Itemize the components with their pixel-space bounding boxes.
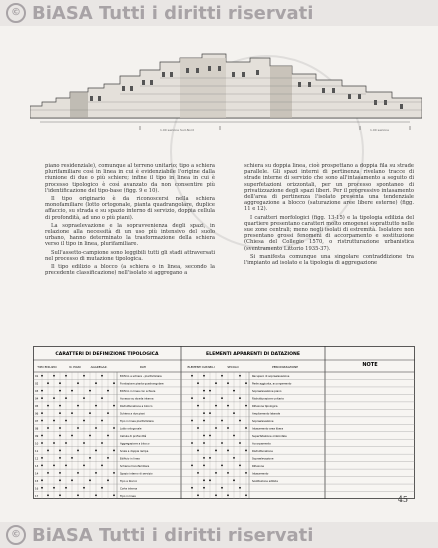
table-frame xyxy=(34,347,415,499)
table-row-period: Rifusione tipologica xyxy=(252,405,278,409)
table-mark xyxy=(47,405,49,407)
table-mark xyxy=(101,487,103,489)
table-mark xyxy=(113,494,115,496)
table-mark xyxy=(239,487,241,489)
table-mark xyxy=(83,442,85,444)
table-mark xyxy=(71,435,73,437)
table-mark xyxy=(221,487,223,489)
table-mark xyxy=(41,420,43,422)
table-mark xyxy=(227,450,229,452)
table-header-notes: NOTE xyxy=(362,362,378,368)
table-mark xyxy=(227,472,229,474)
table-mark xyxy=(113,382,115,384)
table-row-id: 05 xyxy=(35,405,39,409)
table-mark xyxy=(215,450,217,452)
table-row-id: 09 xyxy=(35,434,39,438)
table-mark xyxy=(95,450,97,452)
table-row-description: Edificio in linea con schiere xyxy=(120,390,156,394)
copyright-seal-icon: © xyxy=(6,525,26,545)
table-mark xyxy=(113,450,115,452)
table-mark xyxy=(203,487,205,489)
paragraph: piano residenziale), comunque al terreno unitario; tipo a schiera plurifamiliare così in linea in cui è evidenziabile l'origine dalla riunione di due o più schiere; infine il tipo in linea in cui è processo tipologico è così avanzato da non consentire più l'identificazione del tipo-base (figg. 9 e 10). xyxy=(45,163,215,194)
copyright-seal-icon: © xyxy=(6,3,26,23)
table-row-period: Intasamento area libera xyxy=(252,427,284,431)
table-mark xyxy=(47,472,49,474)
table-row-id: 04 xyxy=(35,397,39,401)
table-mark xyxy=(203,442,205,444)
table-mark xyxy=(197,405,199,407)
text-column-right xyxy=(244,163,414,268)
table-mark xyxy=(65,442,67,444)
table-mark xyxy=(209,390,211,392)
table-mark xyxy=(245,427,247,429)
table-mark xyxy=(59,390,61,392)
table-mark xyxy=(83,420,85,422)
table-row-id: 13 xyxy=(35,464,39,468)
table-subheader: AGGREGAZ. xyxy=(90,365,108,369)
table-row-description: Lotto ortogonale xyxy=(120,427,142,431)
typology-table xyxy=(33,346,415,499)
table-row-description: Accesso su strada interna xyxy=(120,397,154,401)
table-mark xyxy=(245,382,247,384)
table-row-period: Recupero di sopraelevazione xyxy=(252,375,290,379)
table-mark xyxy=(71,412,73,414)
paragraph: Il tipo originario è da riconoscersi nella schiera monofamiliare (lotto ortogonale, pianta quadrangolare, duplice affaccio, su strada e su spazio interno di servizio, doppia cellula di profondità, ad uno o più piani). xyxy=(45,196,215,221)
table-row-period: Sopraelevazione xyxy=(252,457,274,461)
table-row-description: Cellula di profondità xyxy=(120,434,147,438)
table-mark xyxy=(89,412,91,414)
table-mark xyxy=(227,382,229,384)
table-mark xyxy=(209,435,211,437)
table-mark xyxy=(59,405,61,407)
table-mark xyxy=(239,375,241,377)
table-mark xyxy=(191,397,193,399)
watermark-text: BiASA Tutti i diritti riservati xyxy=(32,2,314,24)
table-mark xyxy=(65,420,67,422)
table-mark xyxy=(41,479,43,481)
table-mark xyxy=(191,375,193,377)
table-mark xyxy=(191,464,193,466)
table-mark xyxy=(245,472,247,474)
table-mark xyxy=(77,382,79,384)
table-mark xyxy=(197,472,199,474)
table-mark xyxy=(89,435,91,437)
text-column-left xyxy=(45,163,215,278)
table-mark xyxy=(89,479,91,481)
table-mark xyxy=(77,405,79,407)
table-mark xyxy=(191,420,193,422)
table-row-description: Tipo in linea xyxy=(120,494,136,498)
table-row-id: 17 xyxy=(35,494,39,498)
table-row-period: Ristrutturazione xyxy=(252,449,273,453)
table-mark xyxy=(77,427,79,429)
table-mark xyxy=(233,435,235,437)
table-mark xyxy=(47,427,49,429)
table-mark xyxy=(227,405,229,407)
table-mark xyxy=(41,397,43,399)
table-mark xyxy=(41,442,43,444)
table-mark xyxy=(221,420,223,422)
watermark-banner-bottom xyxy=(0,522,438,548)
table-row-id: 15 xyxy=(35,479,39,483)
table-mark xyxy=(95,405,97,407)
table-mark xyxy=(197,494,199,496)
table-mark xyxy=(203,375,205,377)
table-mark xyxy=(41,375,43,377)
table-mark xyxy=(53,375,55,377)
table-mark xyxy=(197,450,199,452)
table-mark xyxy=(59,457,61,459)
table-mark xyxy=(227,494,229,496)
table-mark xyxy=(203,397,205,399)
watermark-text: BiASA Tutti i diritti riservati xyxy=(32,524,314,546)
paragraph: Il tipo edilizio a blocco (a schiera o in linea, secondo la precedente classificazione) nell'isolato si aggregano a xyxy=(45,264,215,277)
table-row-description: Corte interna xyxy=(120,487,138,491)
table-mark xyxy=(71,390,73,392)
table-subheader: PERIODIZZAZIONE xyxy=(272,365,298,369)
paragraph: Sull'assetto-campione sono leggibili tutti gli stadi attraversati nel processo di mutazione tipologica. xyxy=(45,249,215,262)
table-row-id: 14 xyxy=(35,472,39,476)
page-number: 45 xyxy=(397,495,408,504)
table-mark xyxy=(59,412,61,414)
table-mark xyxy=(41,457,43,459)
table-mark xyxy=(77,494,79,496)
table-mark xyxy=(239,397,241,399)
table-row-id: 08 xyxy=(35,427,39,431)
table-mark xyxy=(203,412,205,414)
table-row-description: Schiera monofamiliare xyxy=(120,464,150,468)
table-mark xyxy=(203,464,205,466)
table-mark xyxy=(89,390,91,392)
table-mark xyxy=(203,420,205,422)
table-mark xyxy=(59,472,61,474)
table-mark xyxy=(83,397,85,399)
paragraph: Si manifesta comunque una singolare contraddizione tra l'impianto ad isolato e la tipologia di aggregazione xyxy=(244,253,414,267)
table-mark xyxy=(107,390,109,392)
table-row-id: 12 xyxy=(35,457,39,461)
table-row-period: Accorpamento xyxy=(252,442,271,446)
table-mark xyxy=(101,375,103,377)
table-mark xyxy=(83,375,85,377)
table-mark xyxy=(65,464,67,466)
table-mark xyxy=(107,479,109,481)
table-mark xyxy=(209,412,211,414)
table-subheader: ELEMENTI DATABILI xyxy=(187,365,215,369)
table-mark xyxy=(233,412,235,414)
table-subheader: N. PIANI xyxy=(69,365,81,369)
table-row-description: Schiera a due piani xyxy=(120,412,145,416)
table-mark xyxy=(215,427,217,429)
table-mark xyxy=(233,390,235,392)
table-mark xyxy=(71,479,73,481)
table-row-id: 11 xyxy=(35,449,39,453)
architectural-section-drawing xyxy=(30,40,422,150)
table-row-period: Intasamento xyxy=(252,472,269,476)
table-subheader: SECOLO xyxy=(227,365,239,369)
table-mark xyxy=(239,464,241,466)
table-mark xyxy=(113,427,115,429)
table-row-id: 10 xyxy=(35,442,39,446)
table-row-description: Spazio interno di servizio xyxy=(120,472,153,476)
table-mark xyxy=(59,427,61,429)
paragraph: schiera su doppia linea, cioè prospettano a doppia fila su strade parallele. Gli spazi interni di pertinenza rivelano tracce di strade interne di servizio che sono all'intasamento a seguito di superfetazioni orizzontali, per un processo spontaneo di privatizzazione degli spazi liberi. Per il progressivo intasamento dell'area di pertinenza l'isolato presenta una tendenziale aggregazione a blocco (saturazione aree libere esterne) (figg. 11 e 12). xyxy=(244,163,414,213)
table-mark xyxy=(59,382,61,384)
table-mark xyxy=(227,427,229,429)
table-mark xyxy=(239,442,241,444)
table-mark xyxy=(203,457,205,459)
table-mark xyxy=(233,479,235,481)
table-mark xyxy=(215,472,217,474)
table-row-description: Scala a doppia rampa xyxy=(120,449,149,453)
table-row-period: Superfetazione orizzontale xyxy=(252,434,287,438)
table-mark xyxy=(203,390,205,392)
table-mark xyxy=(215,494,217,496)
table-mark xyxy=(95,494,97,496)
table-mark xyxy=(53,442,55,444)
table-mark xyxy=(95,427,97,429)
table-mark xyxy=(59,479,61,481)
table-mark xyxy=(107,412,109,414)
table-mark xyxy=(53,420,55,422)
table-mark xyxy=(53,487,55,489)
table-mark xyxy=(221,464,223,466)
table-mark xyxy=(101,464,103,466)
table-row-description: Ristrutturazione a blocco xyxy=(120,405,153,409)
table-mark xyxy=(209,457,211,459)
table-row-id: 02 xyxy=(35,382,39,386)
table-mark xyxy=(233,457,235,459)
table-mark xyxy=(113,472,115,474)
table-row-description: Tipo a blocco xyxy=(120,479,138,483)
table-row-period: Ampliamento laterale xyxy=(252,412,281,416)
table-row-id: 07 xyxy=(35,420,39,424)
table-subheader: DATI xyxy=(139,365,147,369)
table-mark xyxy=(83,487,85,489)
table-mark xyxy=(203,479,205,481)
table-mark xyxy=(65,397,67,399)
table-mark xyxy=(59,435,61,437)
table-mark xyxy=(41,464,43,466)
table-mark xyxy=(221,442,223,444)
table-row-period: Sopraelevazione piano xyxy=(252,390,282,394)
table-mark xyxy=(59,450,61,452)
table-row-description: Tipo in linea plurifamiliare xyxy=(120,420,154,424)
table-row-description: Fondazione pianta quadrangolare xyxy=(120,382,164,386)
drawing-caption-right: 1.00 sezione xyxy=(370,128,390,132)
table-mark xyxy=(191,487,193,489)
table-mark xyxy=(197,382,199,384)
table-mark xyxy=(65,375,67,377)
table-mark xyxy=(47,382,49,384)
table-mark xyxy=(41,390,43,392)
table-row-description: Aggregazione a blocco xyxy=(120,442,150,446)
table-mark xyxy=(41,412,43,414)
table-mark xyxy=(107,457,109,459)
table-header-mid: ELEMENTI APPARENTI DI DATAZIONE xyxy=(206,352,300,357)
table-mark xyxy=(83,464,85,466)
table-row-id: 03 xyxy=(35,390,39,394)
table-mark xyxy=(41,487,43,489)
table-mark xyxy=(59,494,61,496)
table-mark xyxy=(41,435,43,437)
table-mark xyxy=(77,472,79,474)
table-mark xyxy=(89,457,91,459)
table-mark xyxy=(101,420,103,422)
table-mark xyxy=(191,442,193,444)
table-mark xyxy=(215,382,217,384)
table-mark xyxy=(209,479,211,481)
table-row-period: Parte aggiunta, accorpamento xyxy=(252,382,292,386)
table-row-period: Rifusione xyxy=(252,464,264,468)
table-mark xyxy=(101,397,103,399)
paragraph: I caratteri morfologici (figg. 13-15) e la tipologia edilizia del quartiere presentano caratteri molto omogenei soprattutto nelle sue zone centrali; meno negli isolati di estremità. Isolatore non presentano grossi fenomeni di accorpamento e sostituzione (Chiesa del Collegio 1570, o ristrutturazione urbanistica (sventramento Littorio 1935-37). xyxy=(244,214,414,252)
table-mark xyxy=(95,382,97,384)
table-mark xyxy=(197,427,199,429)
table-mark xyxy=(47,450,49,452)
table-mark xyxy=(101,442,103,444)
table-subheader: TIPO EDILIZIO xyxy=(37,365,57,369)
table-row-id: 06 xyxy=(35,412,39,416)
table-mark xyxy=(113,405,115,407)
table-row-description: Edificio a schiera - plurifamiliare xyxy=(120,375,162,379)
table-mark xyxy=(95,472,97,474)
table-mark xyxy=(221,375,223,377)
table-mark xyxy=(239,420,241,422)
table-mark xyxy=(77,450,79,452)
table-row-period: Sopraelevazione xyxy=(252,420,274,424)
table-mark xyxy=(65,487,67,489)
table-mark xyxy=(221,397,223,399)
table-mark xyxy=(203,435,205,437)
table-row-description: Edificio in linea xyxy=(120,457,140,461)
table-mark xyxy=(53,397,55,399)
table-mark xyxy=(245,494,247,496)
table-mark xyxy=(107,435,109,437)
table-row-id: 16 xyxy=(35,487,39,491)
table-mark xyxy=(71,457,73,459)
table-row-period: Ristrutturazione unitaria xyxy=(252,397,284,401)
table-row-period: Sostituzione edilizia xyxy=(252,479,278,483)
table-mark xyxy=(47,494,49,496)
table-mark xyxy=(215,405,217,407)
table-row-id: 01 xyxy=(35,375,39,379)
table-mark xyxy=(53,464,55,466)
table-header-left: CARATTERI DI DEFINIZIONE TIPOLOGICA xyxy=(55,352,159,357)
drawing-caption-left: 1.00 sezione Sud-Nord xyxy=(160,128,194,132)
table-mark xyxy=(245,450,247,452)
table-mark xyxy=(245,405,247,407)
paragraph: La sopraelevazione e la sopravvenienza degli spazi, in relazione alla necessità di un uso più intensivo del suolo urbano, hanno determinato la trasformazione della schiera verso il tipo in linea, plurifamiliare. xyxy=(45,222,215,248)
watermark-banner-top xyxy=(0,0,438,26)
